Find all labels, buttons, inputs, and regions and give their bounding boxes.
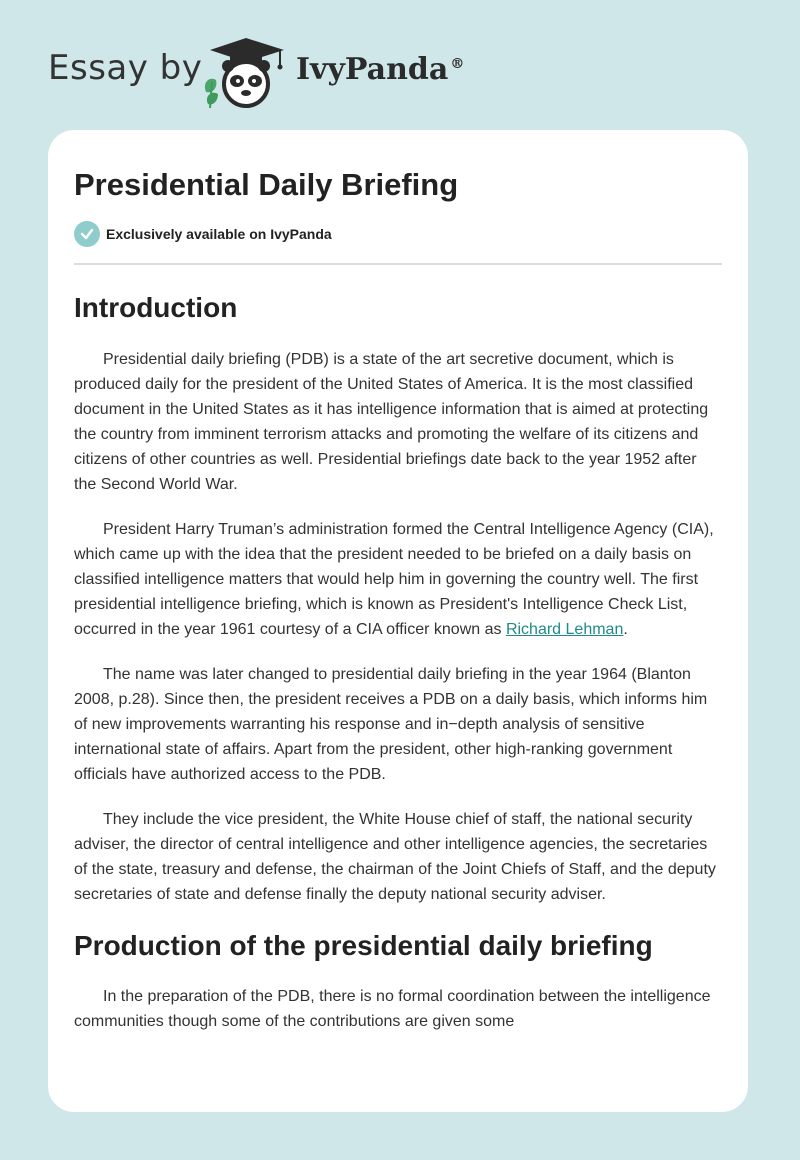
site-header	[0, 0, 800, 130]
section-heading-introduction: Introduction	[74, 292, 238, 324]
essay-by-label: Essay by	[48, 48, 203, 88]
registered-mark: ®	[450, 56, 465, 72]
article-card	[48, 130, 748, 1112]
divider	[74, 263, 722, 265]
paragraph: The name was later changed to presidential daily briefing in the year 1964 (Blanton 2008, p.28). Since then, the president receives a PDB on a daily basis, which informs him of new improvements warranting his response and in−depth analysis of sensitive international state of affairs. Apart from the president, other high-ranking government officials have authorized access to the PDB.	[74, 665, 708, 783]
paragraph: In the preparation of the PDB, there is no formal coordination between the intelligence communities though some of the contributions are given some	[74, 988, 711, 1031]
paragraph	[74, 517, 722, 642]
exclusive-badge	[74, 221, 722, 247]
paragraph-text-end: .	[623, 620, 628, 638]
paragraph-text: President Harry Truman’s administration formed the Central Intelligence Agency (CIA), which came up with the idea that the president needed to be briefed on a daily basis on classified intelligence matters that would help him in governing the country well. The first presidential intelligence briefing, which is known as President's Intelligence Check List, occurred in the year 1961 courtesy of a CIA officer known as	[74, 520, 714, 638]
section-heading-production: Production of the presidential daily briefing	[74, 929, 653, 961]
panda-logo-icon[interactable]	[200, 36, 292, 110]
check-icon	[74, 221, 100, 247]
richard-lehman-link[interactable]: Richard Lehman	[505, 620, 624, 638]
paragraph: Presidential daily briefing (PDB) is a state of the art secretive document, which is produced daily for the president of the United States of America. It is the most classified document in the United States as it has intelligence information that is aimed at protecting the country from imminent terrorism attacks and promoting the welfare of its citizens and citizens of other countries as well. Presidential briefings date back to the year 1952 after the Second World War.	[74, 350, 709, 493]
paragraph: They include the vice president, the White House chief of staff, the national security adviser, the director of central intelligence and other intelligence agencies, the secretaries of the state, treasury and defense, the chairman of the Joint Chiefs of Staff, and the deputy secretaries of state and defense finally the deputy national security adviser.	[74, 810, 716, 903]
brand-label: IvyPanda	[296, 52, 449, 87]
brand-name[interactable]	[296, 52, 464, 87]
page-title: Presidential Daily Briefing	[74, 167, 459, 202]
exclusive-badge-label: Exclusively available on IvyPanda	[106, 226, 332, 243]
